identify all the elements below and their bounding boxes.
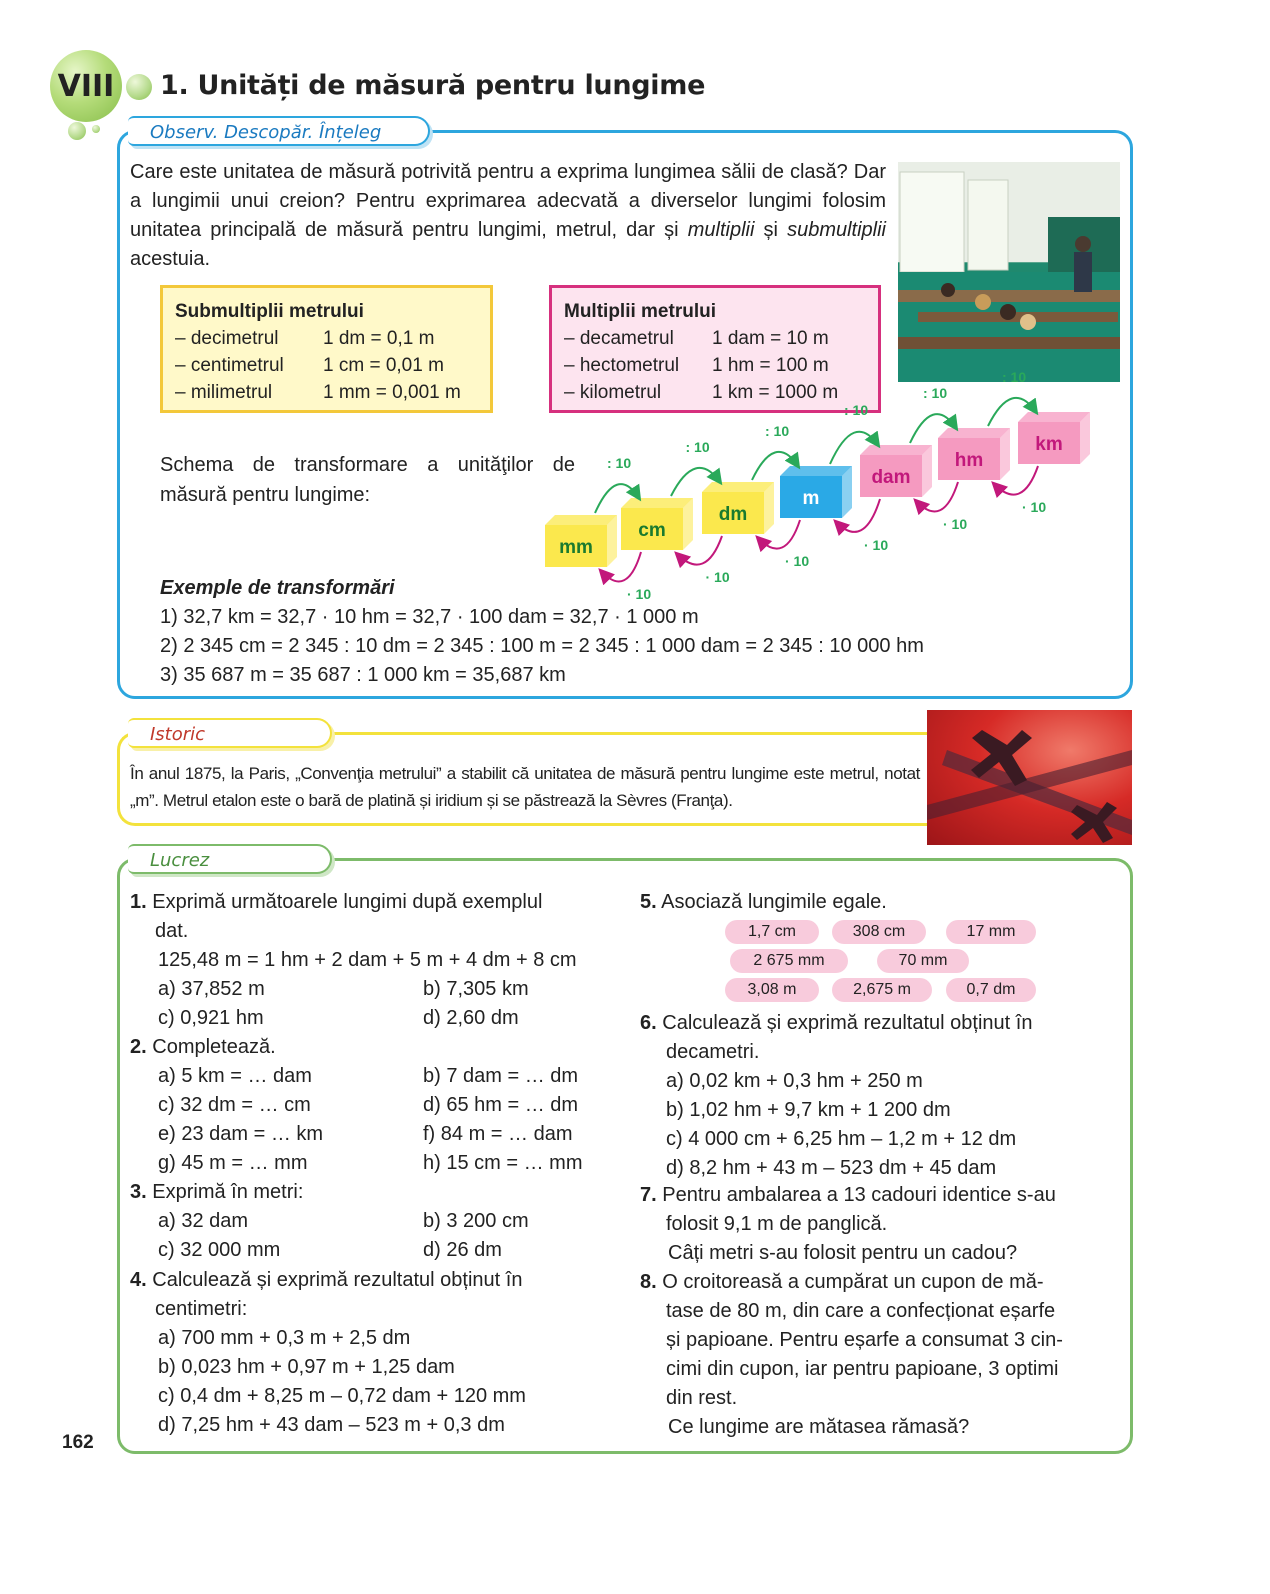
unit-name: – hectometrul xyxy=(564,355,680,376)
chapter-number: VIII xyxy=(57,68,115,104)
decor-bubble xyxy=(68,122,86,140)
submultiples-box xyxy=(160,285,493,413)
exercise-item: c) 32 000 mm xyxy=(158,1239,281,1261)
multiply-label: · 10 xyxy=(1022,499,1047,515)
intro-text: Care este unitatea de măsură potrivită pentru a exprima lungimea sălii de clasă? Dar a lungimii unui creion? Pentru exprimarea adecvată a diverselor lungimi folosim unitatea principală de măsură pentru lungimi, metrul, dar și xyxy=(130,161,886,241)
exercise-text: tase de 80 m, din care a confecționat eșarfe xyxy=(666,1300,1056,1322)
exercise-number: 1. xyxy=(130,891,147,913)
exercise-example: 125,48 m = 1 hm + 2 dam + 5 m + 4 dm + 8 cm xyxy=(158,949,577,971)
multiple-row xyxy=(564,352,866,379)
unit-label: hm xyxy=(954,450,984,471)
exercise-1 xyxy=(130,888,620,1033)
divide-label: : 10 xyxy=(844,402,869,418)
istoric-tab: Istoric xyxy=(128,718,332,748)
submultiple-row xyxy=(175,379,478,406)
exercise-item: a) 5 km = … dam xyxy=(158,1065,312,1087)
schema-text: Schema de transformare a unităţilor de măsură pentru lungime: xyxy=(160,454,575,506)
istoric-text: În anul 1875, la Paris, „Convenţia metrului” a stabilit că unitatea de măsură pentru lungime este metrul, notat „m”. Metrul etalon este o bară de platină și iridium și se păstrează la Sèvres (Franţa). xyxy=(130,764,920,810)
exercise-items xyxy=(130,975,620,1033)
length-chip: 2 675 mm xyxy=(730,949,848,973)
chapter-badge xyxy=(50,50,122,122)
exercise-4 xyxy=(130,1266,620,1440)
exercise-number: 3. xyxy=(130,1181,147,1203)
exercise-text: cimi din cupon, iar pentru papioane, 3 optimi xyxy=(666,1358,1059,1380)
length-chip: 3,08 m xyxy=(725,978,819,1002)
exercise-item: b) 1,02 hm + 9,7 km + 1 200 dm xyxy=(666,1099,951,1121)
unit-name: – kilometrul xyxy=(564,382,662,403)
exercise-number: 8. xyxy=(640,1271,657,1293)
example-line: 1) 32,7 km = 32,7 · 10 hm = 32,7 · 100 dam = 32,7 · 1 000 m xyxy=(160,606,699,628)
multiply-label: · 10 xyxy=(705,569,730,585)
unit-name: – milimetrul xyxy=(175,382,273,403)
exercise-item: c) 0,4 dm + 8,25 m – 0,72 dam + 120 mm xyxy=(158,1385,526,1407)
exercise-3 xyxy=(130,1178,620,1265)
exercise-item: h) 15 cm = … mm xyxy=(423,1152,583,1174)
submultiple-row xyxy=(175,352,478,379)
decor-bubble xyxy=(126,74,152,100)
exercise-text: decametri. xyxy=(666,1041,760,1063)
exercise-item: d) 8,2 hm + 43 m – 523 dm + 45 dam xyxy=(666,1157,997,1179)
exercise-text: Exprimă următoarele lungimi după exemplul xyxy=(152,891,543,913)
exercise-item: a) 32 dam xyxy=(158,1210,249,1232)
exercise-items xyxy=(130,1062,620,1178)
unit-name: – decametrul xyxy=(564,328,674,349)
exercise-text: Completează. xyxy=(152,1036,276,1058)
unit-cube-dam xyxy=(860,445,932,497)
divide-label: : 10 xyxy=(685,439,710,455)
exercise-text: și papioane. Pentru eșarfe a consumat 3 cin- xyxy=(666,1329,1063,1351)
unit-value: 1 dm = 0,1 m xyxy=(323,328,435,349)
multiples-box xyxy=(549,285,881,413)
exercise-number: 5. xyxy=(640,891,657,913)
unit-label: mm xyxy=(559,537,593,558)
exercise-question: Câți metri s-au folosit pentru un cadou? xyxy=(668,1242,1018,1264)
multiples-header: Multiplii metrului xyxy=(564,301,716,322)
exercise-text: Exprimă în metri: xyxy=(152,1181,304,1203)
exercise-text: din rest. xyxy=(666,1387,738,1409)
meter-bar-photo xyxy=(927,710,1132,845)
exercise-text: folosit 9,1 m de panglică. xyxy=(666,1213,888,1235)
unit-cube-m xyxy=(780,466,852,518)
multiply-label: · 10 xyxy=(785,553,810,569)
exercise-6 xyxy=(640,1009,1125,1183)
divide-label: : 10 xyxy=(765,423,790,439)
unit-cube-dm xyxy=(702,482,774,534)
exercise-text: O croitoreasă a cumpărat un cupon de mă- xyxy=(662,1271,1044,1293)
exercise-items xyxy=(130,1207,620,1265)
exercise-7 xyxy=(640,1181,1125,1268)
exercise-text: centimetri: xyxy=(155,1298,248,1320)
decor-bubble xyxy=(92,125,100,133)
exercise-5 xyxy=(640,888,1125,917)
unit-cube-cm xyxy=(621,498,693,550)
unit-value: 1 hm = 100 m xyxy=(712,355,829,376)
observ-tab: Observ. Descopăr. Înțeleg xyxy=(128,116,430,146)
exercise-item: d) 2,60 dm xyxy=(423,1007,519,1029)
divide-label: : 10 xyxy=(607,455,632,471)
exercise-item: d) 65 hm = … dm xyxy=(423,1094,579,1116)
exercise-2 xyxy=(130,1033,620,1178)
exercise-item: b) 3 200 cm xyxy=(423,1210,529,1232)
lucrez-tab: Lucrez xyxy=(128,844,332,874)
unit-value: 1 mm = 0,001 m xyxy=(323,382,461,403)
unit-label: km xyxy=(1035,434,1063,455)
exercise-item: a) 700 mm + 0,3 m + 2,5 dm xyxy=(158,1327,411,1349)
unit-value: 1 dam = 10 m xyxy=(712,328,829,349)
multiply-label: · 10 xyxy=(627,586,652,602)
divide-label: : 10 xyxy=(1002,369,1027,385)
intro-paragraph xyxy=(130,158,886,274)
exercise-text: Calculează și exprimă rezultatul obținut în xyxy=(152,1269,523,1291)
page-number: 162 xyxy=(62,1432,94,1453)
exercise-number: 2. xyxy=(130,1036,147,1058)
exercise-number: 4. xyxy=(130,1269,147,1291)
exercise-text: Calculează și exprimă rezultatul obținut în xyxy=(662,1012,1033,1034)
unit-cube-mm xyxy=(545,515,617,567)
exercise-8 xyxy=(640,1268,1125,1442)
length-chip: 2,675 m xyxy=(832,978,932,1002)
exercise-item: f) 84 m = … dam xyxy=(423,1123,573,1145)
submultiple-row xyxy=(175,325,478,352)
page-title: 1. Unități de măsură pentru lungime xyxy=(160,70,706,101)
intro-and: și xyxy=(763,219,778,241)
exercise-question: Ce lungime are mătasea rămasă? xyxy=(668,1416,970,1438)
unit-label: m xyxy=(802,488,820,509)
exercise-item: a) 37,852 m xyxy=(158,978,265,1000)
unit-cube-km xyxy=(1018,412,1090,464)
length-chip: 308 cm xyxy=(832,920,926,944)
length-chip: 17 mm xyxy=(946,920,1036,944)
intro-end: acestuia. xyxy=(130,248,211,270)
exercise-item: c) 32 dm = … cm xyxy=(158,1094,311,1116)
length-chip: 1,7 cm xyxy=(725,920,819,944)
exercise-item: d) 26 dm xyxy=(423,1239,502,1261)
example-line: 2) 2 345 cm = 2 345 : 10 dm = 2 345 : 100 m = 2 345 : 1 000 dam = 2 345 : 10 000 hm xyxy=(160,635,924,657)
divide-label: : 10 xyxy=(923,385,948,401)
unit-value: 1 km = 1000 m xyxy=(712,382,839,403)
unit-name: – decimetrul xyxy=(175,328,279,349)
length-chip: 70 mm xyxy=(877,949,969,973)
multiple-row xyxy=(564,325,866,352)
exercise-item: b) 7,305 km xyxy=(423,978,529,1000)
exercise-item: c) 0,921 hm xyxy=(158,1007,264,1029)
exercise-text: dat. xyxy=(155,920,189,942)
exercise-number: 6. xyxy=(640,1012,657,1034)
exercise-item: e) 23 dam = … km xyxy=(158,1123,324,1145)
unit-label: cm xyxy=(638,520,666,541)
unit-value: 1 cm = 0,01 m xyxy=(323,355,444,376)
multiply-label: · 10 xyxy=(943,516,968,532)
exercise-item: b) 7 dam = … dm xyxy=(423,1065,579,1087)
exercise-item: a) 0,02 km + 0,3 hm + 250 m xyxy=(666,1070,923,1092)
intro-submultipli: submultiplii xyxy=(787,219,887,241)
length-chip: 0,7 dm xyxy=(946,978,1036,1002)
unit-label: dm xyxy=(718,504,748,525)
unit-label: dam xyxy=(871,467,911,488)
submultiples-header: Submultiplii metrului xyxy=(175,301,364,322)
exercise-number: 7. xyxy=(640,1184,657,1206)
exercise-item: d) 7,25 hm + 43 dam – 523 m + 0,3 dm xyxy=(158,1414,505,1436)
exercise-item: b) 0,023 hm + 0,97 m + 1,25 dam xyxy=(158,1356,455,1378)
exercise-text: Asociază lungimile egale. xyxy=(661,891,887,913)
exercise-text: Pentru ambalarea a 13 cadouri identice s-au xyxy=(662,1184,1056,1206)
classroom-photo xyxy=(898,162,1120,382)
unit-cube-hm xyxy=(938,428,1010,480)
multiply-label: · 10 xyxy=(864,537,889,553)
exercise-item: c) 4 000 cm + 6,25 hm – 1,2 m + 12 dm xyxy=(666,1128,1017,1150)
example-line: 3) 35 687 m = 35 687 : 1 000 km = 35,687 km xyxy=(160,664,566,686)
examples-title: Exemple de transformări xyxy=(160,577,395,599)
intro-multipli: multiplii xyxy=(687,219,755,241)
unit-name: – centimetrul xyxy=(175,355,284,376)
exercise-item: g) 45 m = … mm xyxy=(158,1152,308,1174)
